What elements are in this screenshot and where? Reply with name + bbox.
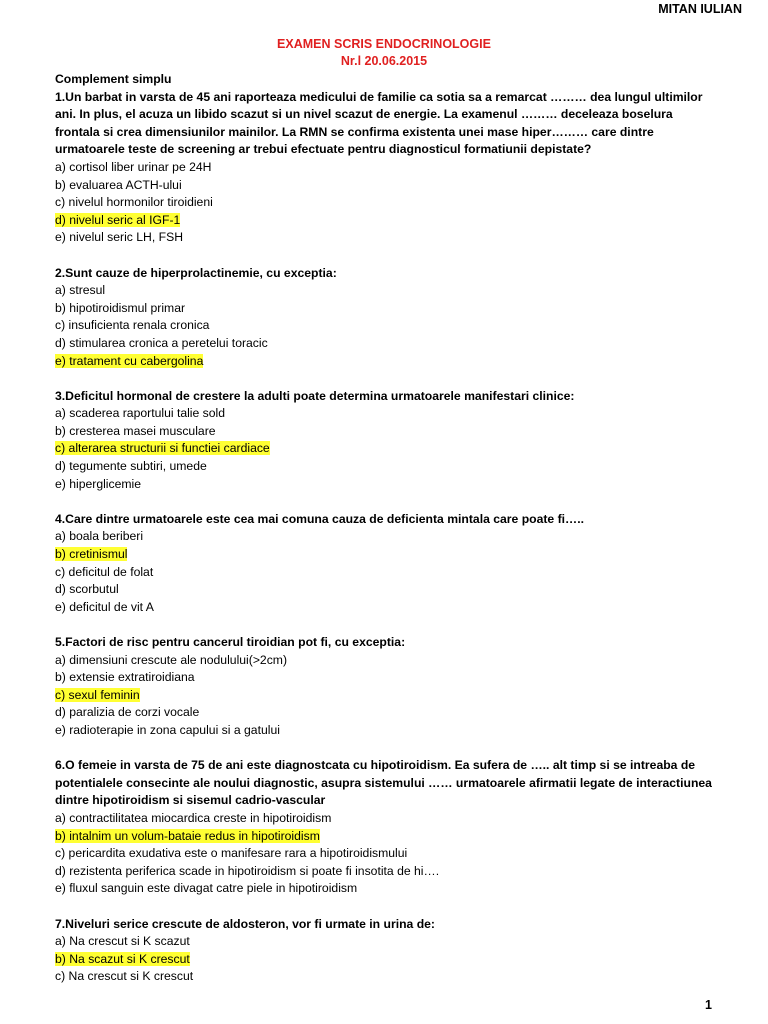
answer-option	[55, 177, 720, 195]
exam-title	[0, 36, 768, 70]
answer-option-label: b) intalnim un volum-bataie redus in hipotiroidism	[55, 828, 320, 843]
answer-option	[55, 968, 720, 986]
answer-option	[55, 704, 720, 722]
answer-option-label: a) dimensiuni crescute ale nodulului(>2cm)	[55, 652, 288, 667]
section-title: Complement simplu	[55, 72, 172, 86]
answer-option	[55, 863, 720, 881]
answer-option	[55, 564, 720, 582]
answer-option-label: b) cretinismul	[55, 547, 128, 562]
answer-option	[55, 317, 720, 335]
answer-option	[55, 458, 720, 476]
answer-option-label: c) nivelul hormonilor tiroidieni	[55, 195, 213, 210]
answer-option-highlighted	[55, 353, 720, 371]
answer-option	[55, 335, 720, 353]
answer-option-highlighted	[55, 951, 720, 969]
answer-option	[55, 880, 720, 898]
answer-option-label: c) Na crescut si K crescut	[55, 969, 194, 984]
answer-option-label: c) deficitul de folat	[55, 564, 154, 579]
question-3	[55, 388, 720, 494]
answer-option-label: c) sexul feminin	[55, 687, 140, 702]
answer-option	[55, 423, 720, 441]
answer-option	[55, 810, 720, 828]
exam-title-line2: Nr.l 20.06.2015	[340, 54, 428, 68]
answer-option-highlighted	[55, 828, 720, 846]
answer-option-label: b) cresterea masei musculare	[55, 423, 216, 438]
question-7	[55, 916, 720, 986]
answer-option-label: a) contractilitatea miocardica creste in hipotiroidism	[55, 810, 332, 825]
answer-option-label: a) boala beriberi	[55, 529, 144, 544]
answer-option-highlighted	[55, 212, 720, 230]
answer-option-label: e) tratament cu cabergolina	[55, 353, 204, 368]
answer-option	[55, 159, 720, 177]
answer-option-label: b) Na scazut si K crescut	[55, 951, 190, 966]
answer-option-label: d) tegumente subtiri, umede	[55, 459, 207, 474]
answer-option	[55, 599, 720, 617]
question-5	[55, 634, 720, 740]
answer-option-label: e) radioterapie in zona capului si a gatului	[55, 722, 280, 737]
question-text: 2.Sunt cauze de hiperprolactinemie, cu exceptia:	[55, 265, 337, 280]
question-text: 4.Care dintre urmatoarele este cea mai comuna cauza de deficienta mintala care poate fi…..	[55, 511, 585, 526]
answer-option-label: a) cortisol liber urinar pe 24H	[55, 159, 212, 174]
answer-option	[55, 405, 720, 423]
question-text: 6.O femeie in varsta de 75 de ani este diagnostcata cu hipotiroidism. Ea sufera de ….. alt timp si se intreaba de potentialele consecinte ale noului diagnostic, asupra sistemului …… urmatoarele afirmatii legate de interactiunea dintre hipotiroidism si sisemul cadrio-vascular	[55, 758, 712, 808]
answer-option-label: c) pericardita exudativa este o manifesare rara a hipotiroidismului	[55, 846, 408, 861]
answer-option	[55, 476, 720, 494]
answer-option-label: c) alterarea structurii si functiei cardiace	[55, 441, 270, 456]
answer-option-label: c) insuficienta renala cronica	[55, 318, 210, 333]
answer-option-label: e) fluxul sanguin este divagat catre piele in hipotiroidism	[55, 881, 358, 896]
answer-option-label: e) deficitul de vit A	[55, 599, 154, 614]
author-name: MITAN IULIAN	[658, 2, 742, 16]
answer-option-highlighted	[55, 687, 720, 705]
answer-option	[55, 229, 720, 247]
question-2	[55, 265, 720, 371]
answer-option	[55, 933, 720, 951]
answer-option-label: b) hipotiroidismul primar	[55, 300, 186, 315]
answer-option-label: a) Na crescut si K scazut	[55, 934, 190, 949]
answer-option-label: b) extensie extratiroidiana	[55, 670, 195, 685]
answer-option	[55, 300, 720, 318]
question-text: 3.Deficitul hormonal de crestere la adulti poate determina urmatoarele manifestari clinice:	[55, 388, 575, 403]
answer-option-label: a) stresul	[55, 283, 106, 298]
answer-option	[55, 282, 720, 300]
answer-option-label: d) paralizia de corzi vocale	[55, 705, 200, 720]
answer-option-label: d) nivelul seric al IGF-1	[55, 212, 181, 227]
answer-option-label: d) rezistenta periferica scade in hipotiroidism si poate fi insotita de hi….	[55, 863, 440, 878]
page-number: 1	[705, 998, 712, 1012]
answer-option-label: e) hiperglicemie	[55, 476, 142, 491]
answer-option-highlighted	[55, 440, 720, 458]
answer-option	[55, 528, 720, 546]
document-body	[55, 71, 720, 1003]
answer-option-label: d) stimularea cronica a peretelui toracic	[55, 335, 268, 350]
answer-option-label: a) scaderea raportului talie sold	[55, 406, 226, 421]
answer-option	[55, 669, 720, 687]
answer-option	[55, 722, 720, 740]
question-1	[55, 89, 720, 247]
answer-option	[55, 194, 720, 212]
question-text: 5.Factori de risc pentru cancerul tiroidian pot fi, cu exceptia:	[55, 635, 406, 649]
question-text: 7.Niveluri serice crescute de aldosteron, vor fi urmate in urina de:	[55, 916, 435, 931]
answer-option-highlighted	[55, 546, 720, 564]
answer-option-label: b) evaluarea ACTH-ului	[55, 177, 182, 192]
answer-option	[55, 845, 720, 863]
answer-option	[55, 581, 720, 599]
answer-option-label: e) nivelul seric LH, FSH	[55, 230, 184, 245]
question-4	[55, 511, 720, 617]
question-6	[55, 757, 720, 898]
answer-option	[55, 652, 720, 670]
answer-option-label: d) scorbutul	[55, 582, 119, 597]
question-text: 1.Un barbat in varsta de 45 ani raporteaza medicului de familie ca sotia sa a remarcat ……… dea lungul ultimilor ani. In plus, el acuza un libido scazut si un nivel scazut de energie. La examenul ……… deceleaza boselura frontala si crea dimensiunilor mainilor. La RMN se confirma existenta unei mase hiper……… care dintre urmatoarele teste de screening ar trebui efectuate pentru diagnosticul formatiunii depistate?	[55, 89, 703, 157]
question-list	[55, 89, 720, 986]
exam-title-line1: EXAMEN SCRIS ENDOCRINOLOGIE	[277, 37, 491, 51]
